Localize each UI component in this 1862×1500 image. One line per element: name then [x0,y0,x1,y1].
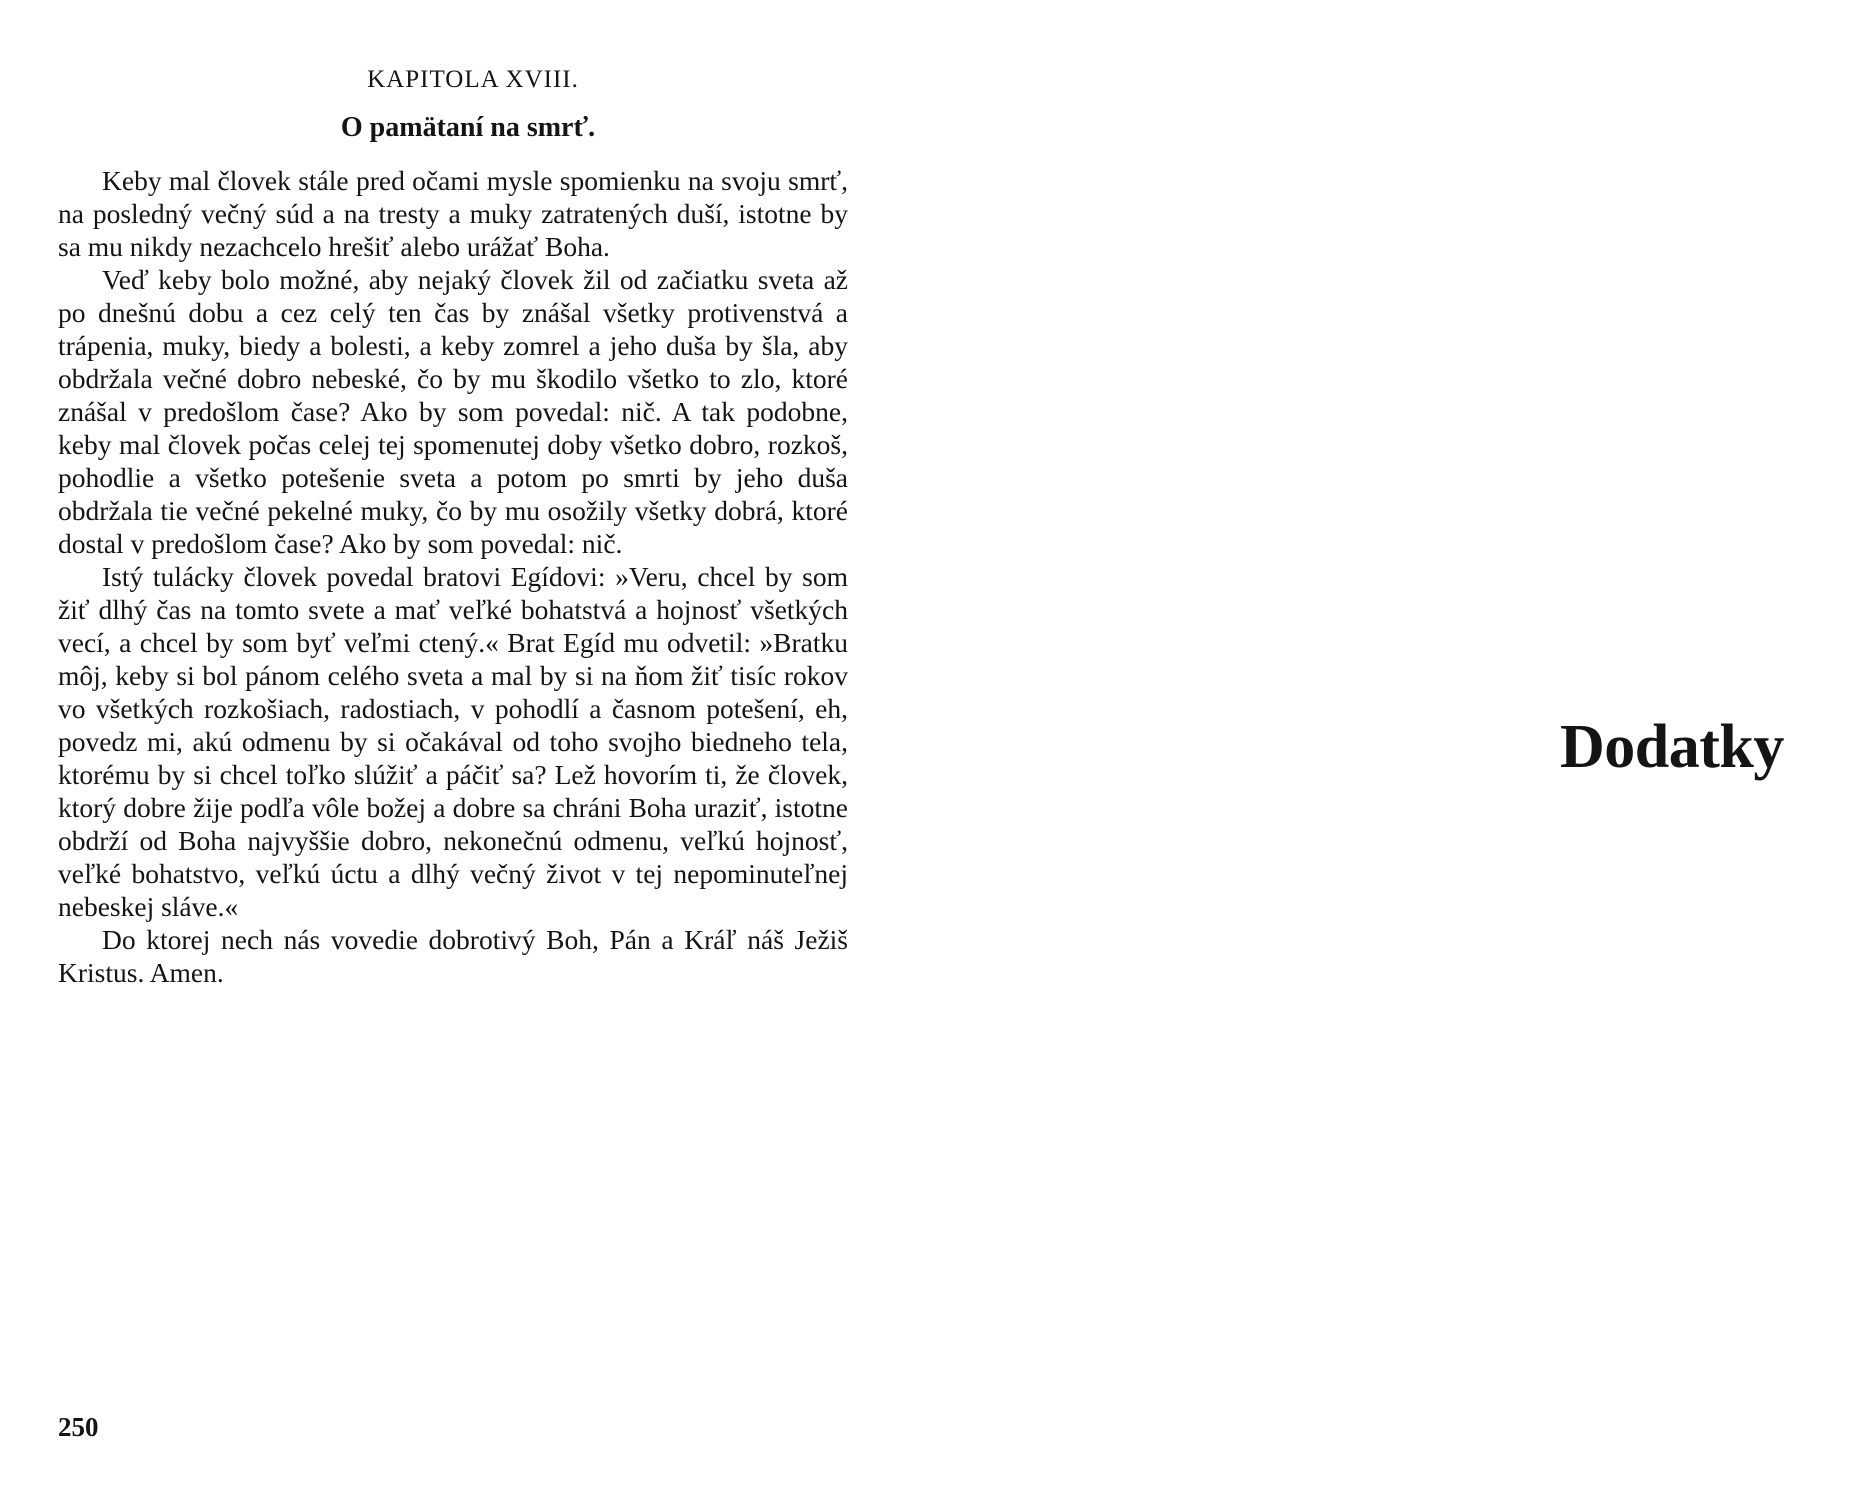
chapter-body [58,164,848,989]
paragraph: Keby mal človek stále pred očami mysle spomienku na svoju smrť, na posledný večný súd a na tresty a muky zatratených duší, istotne by sa mu nikdy nezachcelo hrešiť alebo urážať Boha. [58,165,848,262]
paragraph: Do ktorej nech nás vovedie dobrotivý Boh, Pán a Kráľ náš Ježiš Kristus. Amen. [58,924,848,988]
page-number: 250 [58,1412,99,1442]
left-page [58,66,848,989]
section-title: Dodatky [1560,713,1784,781]
paragraph: Istý tulácky človek povedal bratovi Egídovi: »Veru, chcel by som žiť dlhý čas na tomto svete a mať veľké bohatstvá a hojnosť všetkých vecí, a chcel by som byť veľmi ctený.« Brat Egíd mu odvetil: »Bratku môj, keby si bol pánom celého sveta a mal by si na ňom žiť tisíc rokov vo všetkých rozkošiach, radostiach, v pohodlí a časnom potešení, eh, povedz mi, akú odmenu by si očakával od toho svojho biedneho tela, ktorému by si chcel toľko slúžiť a páčiť sa? Lež hovorím ti, že človek, ktorý dobre žije podľa vôle božej a dobre sa chráni Boha uraziť, istotne obdrží od Boha najvyššie dobro, nekonečnú odmenu, veľkú hojnosť, veľké bohatstvo, veľkú úctu a dlhý večný život v tej nepominuteľnej nebeskej sláve.« [58,561,848,922]
chapter-label: KAPITOLA XVIII. [367,66,579,93]
paragraph: Veď keby bolo možné, aby nejaký človek žil od začiatku sveta až po dnešnú dobu a cez celý ten čas by znášal všetky protivenstvá a trápenia, muky, biedy a bolesti, a keby zomrel a jeho duša by šla, aby obdržala večné dobro nebeské, čo by mu škodilo všetko to zlo, ktoré znášal v predošlom čase? Ako by som povedal: nič. A tak podobne, keby mal človek počas celej tej spomenutej doby všetko dobro, rozkoš, pohodlie a všetko potešenie sveta a potom po smrti by jeho duša obdržala tie večné pekelné muky, čo by mu osožily všetky dobrá, ktoré dostal v predošlom čase? Ako by som povedal: nič. [58,264,848,559]
chapter-title: O pamätaní na smrť. [340,112,596,143]
